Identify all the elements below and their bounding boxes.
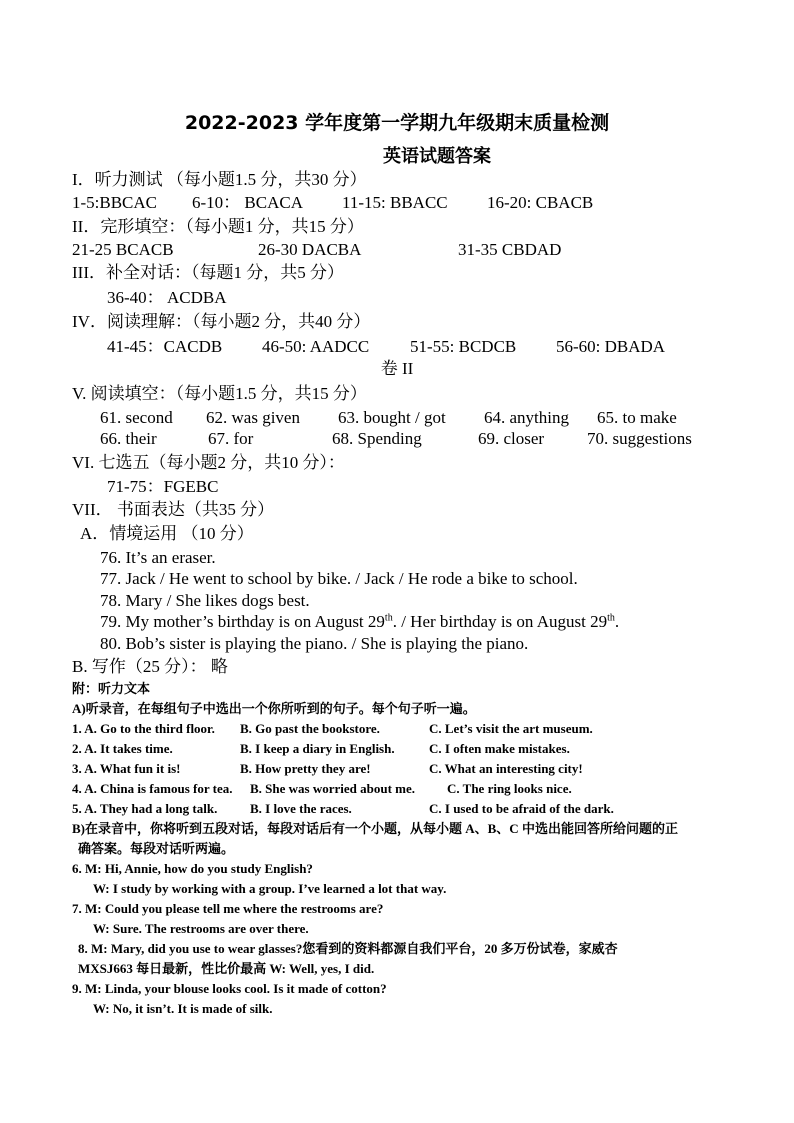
appendix-b-intro-cont: 确答案。每段对话听两遍。 xyxy=(78,841,235,856)
page-title: 2022-2023 学年度第一学期九年级期末质量检测 xyxy=(184,112,610,134)
dialogue-6-woman: W: I study by working with a group. I’ve learned a lot that way. xyxy=(93,881,447,896)
option-c: C. Let’s visit the art museum. xyxy=(429,721,593,736)
page-subtitle: 英语试题答案 xyxy=(383,146,491,167)
answer-group: 1-5:BBCAC xyxy=(72,193,158,212)
answer-77: 77. Jack / He went to school by bike. / Jack / He rode a bike to school. xyxy=(100,569,578,588)
answer-79-part: . / Her birthday is on August 29 xyxy=(392,612,608,631)
section-7b-header: B. 写作（25 分）： 略 xyxy=(72,657,228,676)
appendix-header: 附：听力文本 xyxy=(72,681,151,696)
answer-item: 67. for xyxy=(208,429,254,448)
option-a: 3. A. What fun it is! xyxy=(72,761,181,776)
ordinal-suffix: th xyxy=(607,612,615,624)
option-b: B. Go past the bookstore. xyxy=(240,721,380,736)
option-a: 1. A. Go to the third floor. xyxy=(72,721,215,736)
section-7-header: VII． 书面表达（共35 分） xyxy=(72,500,275,519)
section-4-answers xyxy=(107,337,767,357)
section-5-row-1 xyxy=(100,408,770,428)
dialogue-8: 8. M: Mary, did you use to wear glasses?您看到的资料都源自我们平台，20 多万份试卷，家威杏 xyxy=(78,941,618,956)
option-c: C. The ring looks nice. xyxy=(447,781,572,796)
ordinal-suffix: th xyxy=(384,612,393,624)
answer-group: 31-35 CBDAD xyxy=(458,240,562,259)
dialogue-7-man: 7. M: Could you please tell me where the restrooms are? xyxy=(72,901,384,916)
appendix-row-5 xyxy=(72,800,752,818)
answer-group: 26-30 DACBA xyxy=(258,240,362,259)
answer-item: 68. Spending xyxy=(332,429,422,448)
option-c: C. I often make mistakes. xyxy=(429,741,570,756)
dialogue-7-woman: W: Sure. The restrooms are over there. xyxy=(93,921,309,936)
dialogue-9-man: 9. M: Linda, your blouse looks cool. Is it made of cotton? xyxy=(72,981,387,996)
volume-2-label: 卷 II xyxy=(380,359,414,378)
section-1-header: I．听力测试 （每小题1.5 分，共30 分） xyxy=(72,170,367,189)
appendix-row-3 xyxy=(72,760,752,778)
option-c: C. I used to be afraid of the dark. xyxy=(429,801,614,816)
answer-item: 62. was given xyxy=(206,408,300,427)
appendix-row-1 xyxy=(72,720,752,738)
answer-group: 6-10： BCACA xyxy=(192,193,303,212)
answer-79-part: . xyxy=(614,612,620,631)
answer-group: 51-55: BCDCB xyxy=(410,337,517,356)
answer-group: 56-60: DBADA xyxy=(556,337,666,356)
option-c: C. What an interesting city! xyxy=(429,761,583,776)
answer-79 xyxy=(100,612,619,632)
option-a: 4. A. China is famous for tea. xyxy=(72,781,233,796)
option-b: B. She was worried about me. xyxy=(250,781,416,796)
answer-group: 16-20: CBACB xyxy=(487,193,594,212)
section-4-header: IV．阅读理解：（每小题2 分，共40 分） xyxy=(72,312,371,331)
option-a: 2. A. It takes time. xyxy=(72,741,173,756)
answer-item: 63. bought / got xyxy=(338,408,446,427)
answer-item: 66. their xyxy=(100,429,157,448)
section-3-header: III．补全对话：（每题1 分，共5 分） xyxy=(72,263,344,282)
answer-group: 46-50: AADCC xyxy=(262,337,370,356)
option-b: B. I love the races. xyxy=(250,801,352,816)
answer-78: 78. Mary / She likes dogs best. xyxy=(100,591,310,610)
answer-79-part: 79. My mother’s birthday is on August 29 xyxy=(100,612,385,631)
answer-item: 70. suggestions xyxy=(587,429,692,448)
answer-group: 21-25 BCACB xyxy=(72,240,174,259)
answer-group: 41-45：CACDB xyxy=(107,337,223,356)
appendix-a-intro: A)听录音，在每组句子中选出一个你所听到的句子。每个句子听一遍。 xyxy=(72,701,476,716)
section-2-answers xyxy=(72,240,772,260)
option-b: B. I keep a diary in English. xyxy=(240,741,395,756)
section-5-header: V. 阅读填空：（每小题1.5 分，共15 分） xyxy=(72,384,367,403)
section-2-header: II．完形填空：（每小题1 分，共15 分） xyxy=(72,217,364,236)
dialogue-8-cont: MXSJ663 每日最新，性比价最高 W: Well, yes, I did. xyxy=(78,961,375,976)
answer-80: 80. Bob’s sister is playing the piano. / She is playing the piano. xyxy=(100,634,529,653)
answer-item: 61. second xyxy=(100,408,173,427)
option-a: 5. A. They had a long talk. xyxy=(72,801,218,816)
answer-group: 71-75：FGEBC xyxy=(107,477,219,496)
option-b: B. How pretty they are! xyxy=(240,761,371,776)
answer-group: 36-40： ACDBA xyxy=(107,288,227,307)
dialogue-6-man: 6. M: Hi, Annie, how do you study English? xyxy=(72,861,313,876)
answer-item: 65. to make xyxy=(597,408,677,427)
section-1-answers xyxy=(72,193,772,213)
section-5-row-2 xyxy=(100,429,770,449)
section-6-header: VI. 七选五（每小题2 分，共10 分）： xyxy=(72,453,345,472)
appendix-b-intro: B)在录音中，你将听到五段对话，每段对话后有一个小题，从每小题 A、B、C 中选出能回答所给问题的正 xyxy=(72,821,678,836)
appendix-row-2 xyxy=(72,740,752,758)
appendix-row-4 xyxy=(72,780,752,798)
dialogue-9-woman: W: No, it isn’t. It is made of silk. xyxy=(93,1001,273,1016)
answer-76: 76. It’s an eraser. xyxy=(100,548,216,567)
section-7a-header: A．情境运用 （10 分） xyxy=(80,524,254,543)
answer-group: 11-15: BBACC xyxy=(342,193,448,212)
answer-item: 69. closer xyxy=(478,429,545,448)
answer-item: 64. anything xyxy=(484,408,569,427)
